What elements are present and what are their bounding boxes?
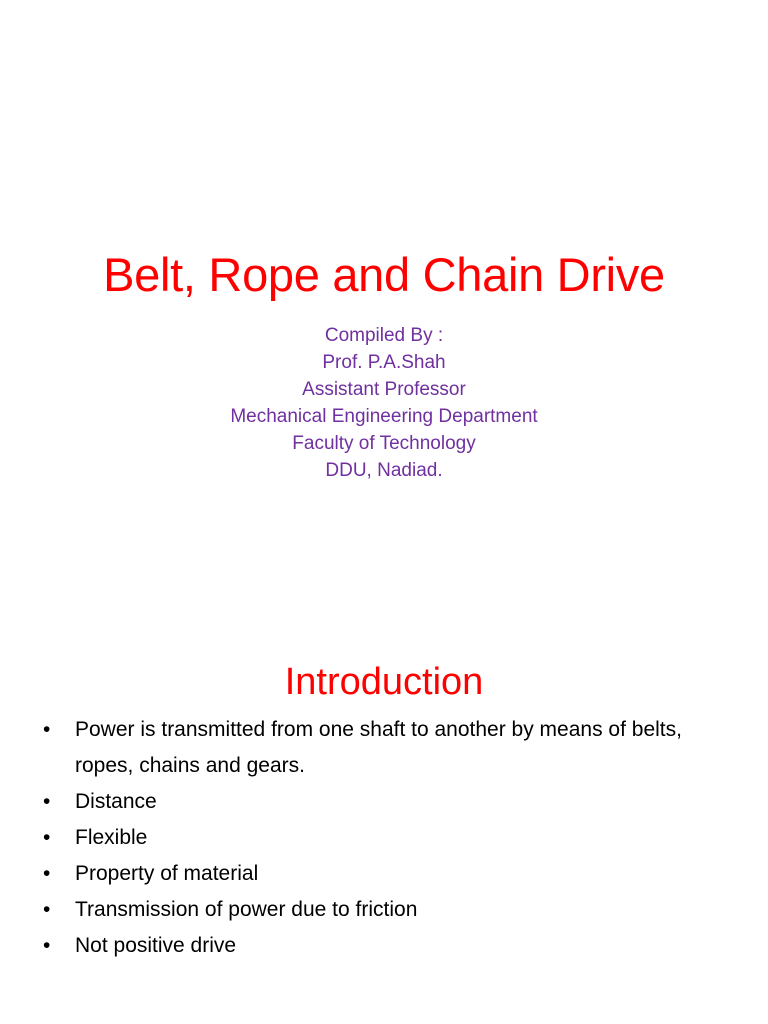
bullet-icon: • [43,862,51,885]
list-item [40,928,730,964]
author-credits [0,322,768,484]
author-institution: DDU, Nadiad. [325,460,443,481]
bullet-list [40,712,730,964]
bullet-text: Not positive drive [75,934,237,957]
author-designation: Assistant Professor [302,379,466,400]
bullet-icon: • [43,934,51,957]
compiled-by-label: Compiled By : [324,325,444,346]
bullet-icon: • [43,826,51,849]
slide-title: Belt, Rope and Chain Drive [103,248,665,302]
introduction-slide [0,576,768,1024]
list-item [40,712,730,784]
list-item [40,820,730,856]
author-faculty: Faculty of Technology [292,433,476,454]
section-title: Introduction [284,660,484,703]
bullet-icon: • [43,790,51,813]
author-department: Mechanical Engineering Department [230,406,538,427]
bullet-text: Transmission of power due to friction [75,898,418,921]
list-item [40,784,730,820]
bullet-text: Distance [75,790,157,813]
list-item [40,892,730,928]
bullet-text: Power is transmitted from one shaft to another by means of belts, ropes, chains and gears. [75,718,682,777]
list-item [40,856,730,892]
bullet-icon: • [43,898,51,921]
bullet-text: Flexible [75,826,148,849]
author-name: Prof. P.A.Shah [322,352,446,373]
bullet-text: Property of material [75,862,259,885]
bullet-icon: • [43,718,51,741]
